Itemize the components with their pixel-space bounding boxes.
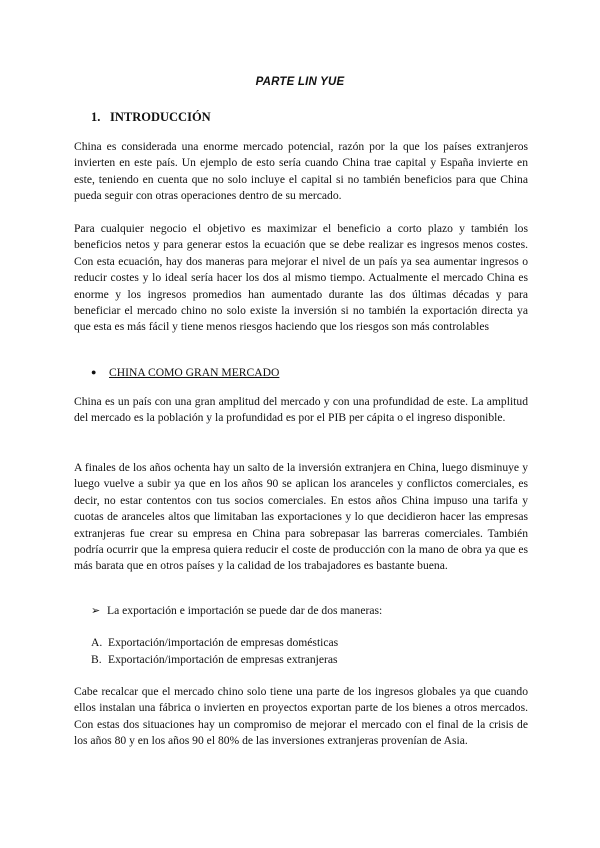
section-number: 1. (91, 110, 101, 124)
paragraph-3: China es un país con una gran amplitud del mercado y con una profundidad de este. La amplitud del mercado es la población y la profundidad es por el PIB per cápita o el ingreso disponible. (74, 395, 528, 425)
list-marker: B. (91, 653, 102, 666)
bullet-heading-label: CHINA COMO GRAN MERCADO (109, 366, 280, 379)
section-heading (91, 110, 211, 125)
paragraph-2: Para cualquier negocio el objetivo es maximizar el beneficio a corto plazo y también los beneficios netos y para generar estos la ecuación que se debe realizar es ingresos menos costes. Con esta ecuación, hay dos maneras para mejorar el nivel de un país ya sea aumentar ingresos o reducir costes y lo ideal sería hacer los dos al mismo tiempo. Actualmente el mercado China es enorme y los ingresos promedios han aumentado durante las dos últimas décadas y para beneficiar el mercado chino no solo existe la inversión si no también la exportación directa ya que esta es más fácil y tiene menos riesgos haciendo que los riesgos son más controlables (74, 222, 528, 334)
paragraph-4: A finales de los años ochenta hay un salto de la inversión extranjera en China, luego disminuye y luego vuelve a subir ya que en los años 90 se aplican los aranceles y conflictos comerciales, es decir, no estar contentos con tus socios comerciales. En estos años China impuso una tarifa y cuotas de aranceles altos que limitaban las exportaciones y lo que decidieron hacer las empresas extranjeras fue crear su empresa en China para sobrepasar las barreras comerciales. También podría ocurrir que la empresa quiera reducir el coste de producción con la mano de obra ya que es más barata que en otros países y la calidad de los trabajadores es bastante buena. (74, 461, 528, 573)
arrow-bullet-icon: ➢ (91, 604, 101, 617)
list-item-text: Exportación/importación de empresas extranjeras (108, 653, 338, 666)
bullet-heading (91, 364, 279, 381)
paragraph-1: China es considerada una enorme mercado potencial, razón por la que los países extranjeros invierten en este país. Un ejemplo de esto sería cuando China trae capital y España invierte en este, teniendo en cuenta que no solo incluye el capital si no también beneficios para que China pueda seguir con otras operaciones dentro de su mercado. (74, 140, 528, 203)
bullet-icon: ● (91, 367, 97, 377)
arrow-item-text: La exportación e importación se puede dar de dos maneras: (107, 604, 383, 617)
section-heading-text: INTRODUCCIÓN (110, 110, 211, 124)
list-item-a (91, 635, 338, 651)
document-title: PARTE LIN YUE (255, 76, 345, 88)
arrow-list-item (91, 603, 382, 619)
list-item-b (91, 652, 338, 668)
list-item-text: Exportación/importación de empresas domésticas (108, 636, 339, 649)
list-marker: A. (91, 636, 103, 649)
paragraph-5: Cabe recalcar que el mercado chino solo tiene una parte de los ingresos globales ya que cuando ellos instalan una fábrica o invierten en proyectos exportan parte de los bienes a otros mercados. Con estas dos situaciones hay un compromiso de mejorar el mercado con el final de la crisis de los años 80 y en los años 90 el 80% de las inversiones extranjeras provenían de Asia. (74, 685, 528, 748)
